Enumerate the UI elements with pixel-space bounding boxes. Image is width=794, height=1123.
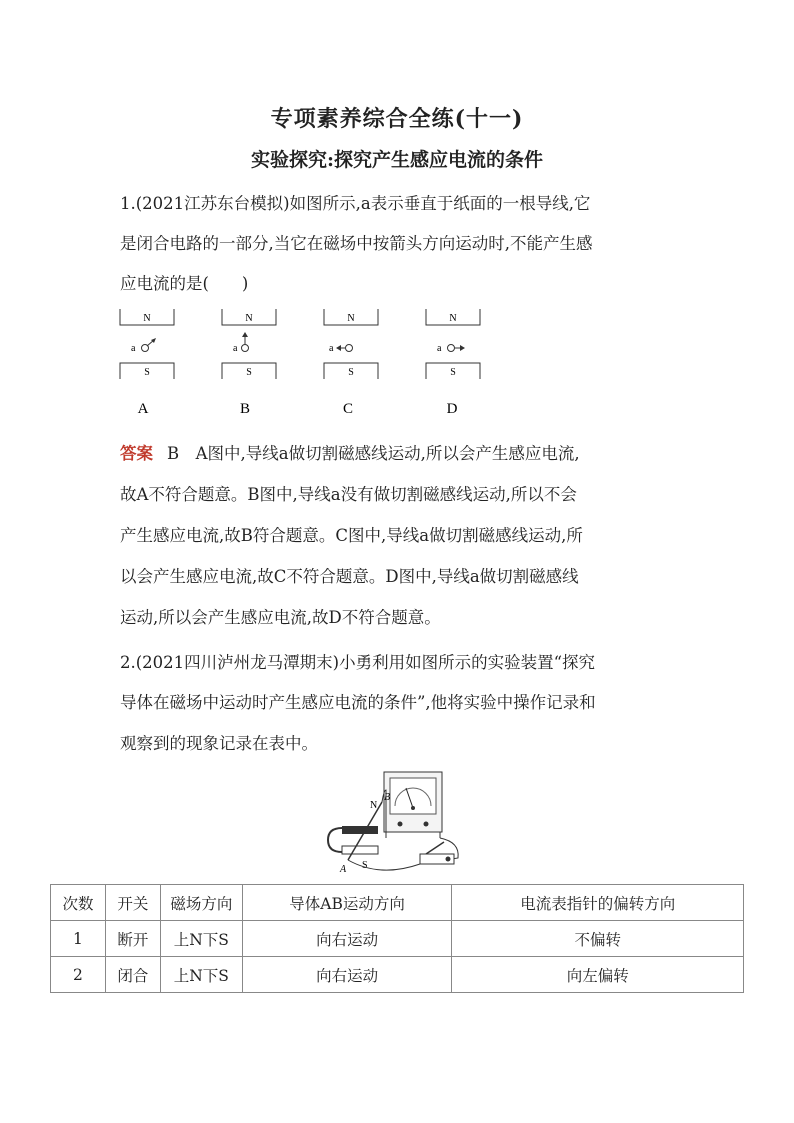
table-header-cell: 磁场方向 [160, 885, 242, 921]
table-cell: 1 [51, 921, 106, 957]
table-cell: 闭合 [105, 957, 160, 993]
apparatus-label-s: S [362, 860, 368, 871]
table-cell: 不偏转 [452, 921, 744, 957]
experiment-apparatus [320, 768, 470, 880]
table-cell: 向右运动 [242, 957, 452, 993]
table-row [51, 957, 744, 993]
answer-line-1 [120, 440, 690, 464]
answer-line-4: 以会产生感应电流,故C不符合题意。D图中,导线a做切割磁感线 [120, 567, 579, 586]
table-cell: 向左偏转 [452, 957, 744, 993]
answer-label: 答案 [120, 444, 153, 463]
q2-line-3: 观察到的现象记录在表中。 [120, 734, 318, 753]
figure-a-south: S [144, 367, 150, 378]
figure-d-wire-label: a [437, 343, 442, 354]
q1-line-3: 应电流的是( ) [120, 274, 249, 293]
page-subtitle: 实验探究:探究产生感应电流的条件 [250, 149, 543, 171]
figure-c-north: N [347, 313, 355, 324]
figure-b [222, 309, 276, 379]
figure-b-wire-label: a [233, 343, 238, 354]
table-header-row [51, 885, 744, 921]
q2-line-1: 2.(2021四川泸州龙马潭期末)小勇利用如图所示的实验装置“探究 [120, 653, 596, 672]
table-cell: 上N下S [160, 921, 242, 957]
answer-line-5: 运动,所以会产生感应电流,故D不符合题意。 [120, 608, 441, 627]
page-title: 专项素养综合全练(十一) [270, 106, 524, 132]
figure-label-d: D [446, 401, 458, 417]
figure-a-wire-label: a [131, 343, 136, 354]
q1-line-1: 1.(2021江苏东台模拟)如图所示,a表示垂直于纸面的一根导线,它 [120, 194, 591, 213]
table-row [51, 921, 744, 957]
answer-line-2: 故A不符合题意。B图中,导线a没有做切割磁感线运动,所以不会 [120, 485, 577, 504]
q1-line-2: 是闭合电路的一部分,当它在磁场中按箭头方向运动时,不能产生感 [120, 234, 593, 253]
q1-figures [110, 305, 510, 425]
figure-b-north: N [245, 313, 253, 324]
figure-label-c: C [342, 401, 354, 417]
table-header-cell: 电流表指针的偏转方向 [452, 885, 744, 921]
table-cell: 向右运动 [242, 921, 452, 957]
figure-a [120, 309, 174, 379]
figure-c-south: S [348, 367, 354, 378]
figure-c [324, 309, 378, 379]
figure-label-b: B [239, 401, 251, 417]
figure-d-north: N [449, 313, 457, 324]
q2-line-2: 导体在磁场中运动时产生感应电流的条件”,他将实验中操作记录和 [120, 693, 596, 712]
table-header-cell: 次数 [51, 885, 106, 921]
table-cell: 2 [51, 957, 106, 993]
figure-c-wire-label: a [329, 343, 334, 354]
answer-text-1: B A图中,导线a做切割磁感线运动,所以会产生感应电流, [167, 444, 580, 463]
experiment-record-table [50, 884, 744, 993]
figure-d-south: S [450, 367, 456, 378]
figure-label-a: A [137, 401, 149, 417]
figure-b-south: S [246, 367, 252, 378]
figure-a-north: N [143, 313, 151, 324]
apparatus-label-b: B [384, 792, 391, 803]
table-cell: 断开 [105, 921, 160, 957]
apparatus-label-a: A [340, 864, 347, 875]
figure-d [426, 309, 480, 379]
apparatus-label-n: N [370, 800, 378, 811]
table-cell: 上N下S [160, 957, 242, 993]
table-header-cell: 开关 [105, 885, 160, 921]
answer-line-3: 产生感应电流,故B符合题意。C图中,导线a做切割磁感线运动,所 [120, 526, 583, 545]
table-header-cell: 导体AB运动方向 [242, 885, 452, 921]
